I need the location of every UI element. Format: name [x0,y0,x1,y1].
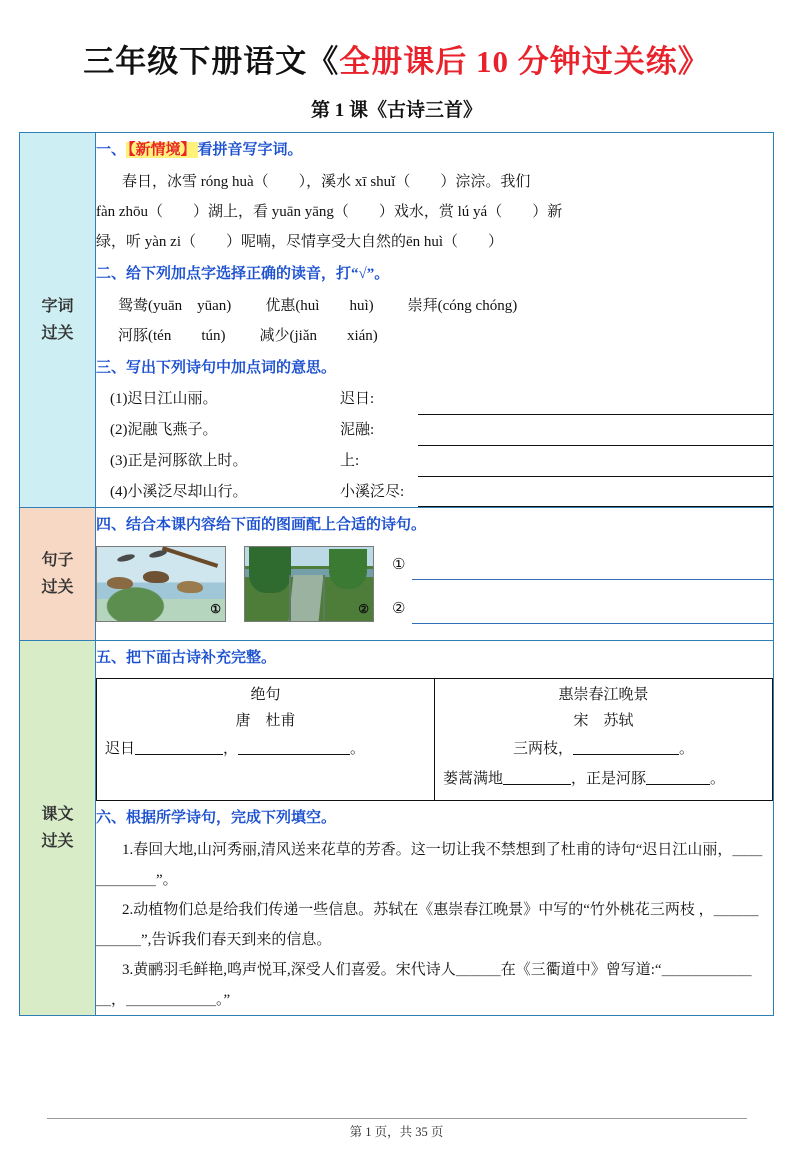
question-4-heading: 四、结合本课内容给下面的图画配上合适的诗句。 [96,517,427,534]
question-4-images [96,546,773,640]
question-3-item-word: 上: [340,452,360,469]
question-2-item[interactable]: 优惠(huì huì) [265,297,374,314]
question-1-line-1: 春日，冰雪 róng huà（ ），溪水 xī shuǐ（ ）淙淙。我们 [122,173,531,190]
answer-blank[interactable] [418,428,773,446]
tree-shape [249,547,291,593]
answer-blank[interactable] [646,784,710,785]
duck-shape [177,581,203,593]
question-6-item-2: 2.动植物们总是给我们传递一些信息。苏轼在《惠崇春江晚景》中写的“竹外桃花三两枝 ，＿＿＿＿＿＿”,告诉我们春天到来的信息。 [96,902,759,948]
page-number: 第 1 页，共 35 页 [349,1125,444,1139]
poem-left-author: 唐 杜甫 [235,712,296,729]
lesson-subtitle: 第 1 课《古诗三首》 [310,100,482,121]
section-body-text [96,640,774,1016]
question-2-heading: 二、给下列加点字选择正确的读音，打“√”。 [96,265,390,282]
branch-shape [162,546,218,568]
image-label-1: ① [210,601,221,616]
question-2-item[interactable]: 减少(jiǎn xián) [259,327,378,344]
poem-left-title: 绝句 [250,687,281,704]
rail-shape [289,575,291,621]
question-2-item[interactable]: 鸳鸯(yuān yūan) [118,297,232,314]
duck-shape [107,577,133,589]
poem-right-line1-pre: 三两枝， [512,741,573,758]
image-label-2: ② [358,601,369,616]
poem-right [434,679,772,800]
question-3-item-word: 迟日: [340,391,375,408]
duck-shape [143,571,169,583]
bird-shape [117,553,136,563]
poem-right-title: 惠崇春江晚景 [558,687,649,704]
section-label-text-line2: 过关 [41,832,74,850]
question-6-heading: 六、根据所学诗句，完成下列填空。 [96,810,337,827]
question-3-item [96,384,773,415]
question-3-item-text: (3)正是河豚欲上时。 [110,452,248,469]
question-6-item-3: 3.黄鹂羽毛鲜艳,鸣声悦耳,深受人们喜爱。宋代诗人＿＿＿在《三衢道中》曾写道:“＿＿＿＿＿＿＿，＿＿＿＿＿＿。” [96,962,752,1008]
question-3-item-text: (4)小溪泛尽却山行。 [110,483,248,500]
duck-painting-image [96,546,226,622]
section-label-words-line2: 过关 [41,325,74,343]
question-3-item [96,477,773,508]
answer-blank[interactable] [412,563,773,580]
question-3-heading: 三、写出下列诗句中加点词的意思。 [96,359,337,376]
poem-right-line2-pre: 蒌蒿满地 [443,771,504,788]
poem-right-author: 宋 苏轼 [573,712,634,729]
poem-box [96,678,773,801]
page-footer [0,1118,793,1140]
question-2-row-1 [96,291,773,321]
table-row [20,508,774,640]
tree-shape [329,549,367,589]
poem-left-line [105,734,426,764]
poem-left [97,679,434,800]
poem-left-line-pre: 迟日 [105,741,136,758]
question-3-item [96,446,773,477]
answer-blank[interactable] [135,754,223,755]
poem-right-line2-end: 。 [710,771,726,788]
answer-blank[interactable] [503,784,571,785]
answer-blank[interactable] [573,754,679,755]
section-label-words [20,133,96,508]
poem-left-line-end: 。 [350,741,366,758]
question-3-item-text: (2)泥融飞燕子。 [110,422,218,438]
title-prefix: 三年级下册语文《 [83,44,340,79]
answer-number-2: ② [392,600,406,617]
question-1-number: 一、 [96,142,127,158]
bridge-painting-image [244,546,374,622]
section-label-text [20,640,96,1016]
rail-shape [323,575,325,621]
question-1-title: 看拼音写字词。 [197,142,303,158]
question-1-line-2: fàn zhōu（ ）湖上，看 yuān yāng（ ）戏水，赏 lú yá（ ）新 [96,203,563,220]
answer-blank[interactable] [418,397,773,415]
answer-blank[interactable] [418,489,773,507]
question-1-tag: 【新情境】 [128,142,196,158]
question-4-answer-lines [392,546,773,640]
section-label-words-line1: 字词 [41,297,74,315]
question-3-item-text: (1)迟日江山丽。 [110,391,218,408]
question-4-answer-row [392,552,773,580]
poem-right-line-1 [443,734,764,764]
question-3-item [96,415,773,446]
path-shape [289,575,324,621]
question-2-item[interactable]: 崇拜(cóng chóng) [407,297,518,314]
question-2-item[interactable]: 河豚(tén tún) [118,327,226,344]
answer-blank[interactable] [412,607,773,624]
section-label-text-line1: 课文 [41,805,74,823]
question-5-heading: 五、把下面古诗补充完整。 [96,649,277,666]
section-label-sentences [20,508,96,640]
question-6-item-1: 1.春回大地,山河秀丽,清风送来花草的芳香。这一切让我不禁想到了杜甫的诗句“迟日江山丽，＿＿＿＿＿＿”。 [96,842,763,888]
bird-shape [149,549,168,559]
footer-divider [47,1118,747,1119]
worksheet-table [19,132,774,1016]
question-3-item-word: 小溪泛尽: [340,483,405,500]
question-3-item-word: 泥融: [340,422,375,438]
poem-left-line-mid: ， [223,741,239,758]
answer-number-1: ① [392,557,406,573]
poem-right-line2-mid: ，正是河豚 [571,771,647,788]
section-body-words [96,133,774,508]
section-body-sentences [96,508,774,640]
table-row [20,133,774,508]
answer-blank[interactable] [238,754,350,755]
poem-right-line1-end: 。 [679,741,695,758]
answer-blank[interactable] [418,459,773,477]
question-1-heading [96,137,773,165]
question-2-row-2 [96,321,773,351]
title-suffix: 》 [677,44,710,79]
section-label-sentences-line1: 句子 [41,551,74,569]
page-title [18,36,775,81]
table-row [20,640,774,1016]
question-4-answer-row [392,596,773,624]
poem-right-line-2 [443,764,764,794]
question-1-line-3: 绿，听 yàn zi（ ）呢喃，尽情享受大自然的ēn huì（ ） [96,233,504,250]
title-highlight: 全册课后 10 分钟过关练 [339,44,678,79]
section-label-sentences-line2: 过关 [41,578,74,596]
worksheet-page [0,36,793,1158]
